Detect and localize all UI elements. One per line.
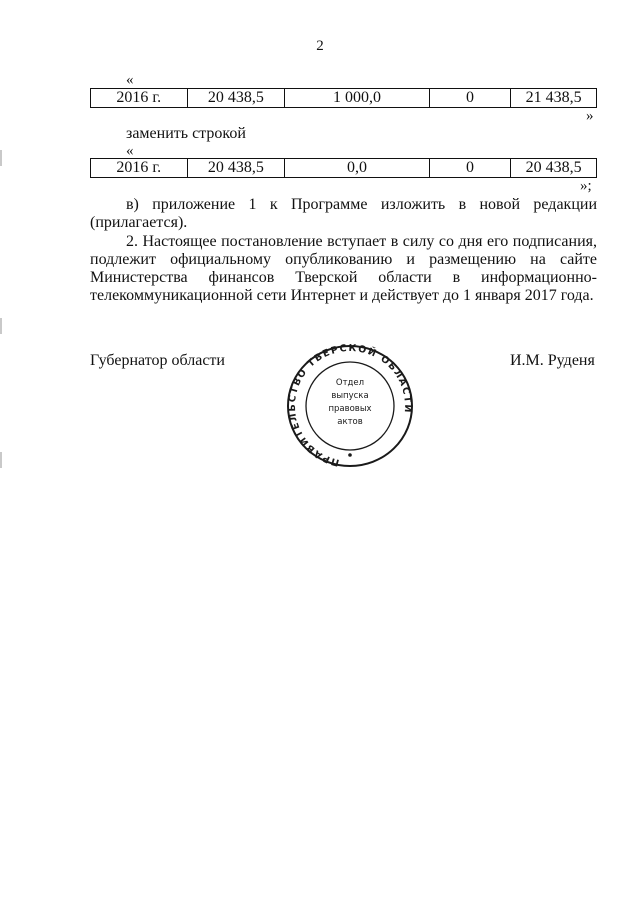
stamp-line-2: выпуска xyxy=(331,391,369,401)
official-stamp xyxy=(285,343,415,468)
quote-open-2: « xyxy=(126,143,134,159)
stamp-line-3: правовых xyxy=(328,404,372,414)
paragraph-2-line4: телекоммуникационной сети Интернет и действует до 1 января 2017 года. xyxy=(90,287,594,304)
cell-col3: 1 000,0 xyxy=(285,89,429,107)
cell-col3: 0,0 xyxy=(285,159,429,177)
cell-col2: 20 438,5 xyxy=(188,159,286,177)
replace-text: заменить строкой xyxy=(126,125,246,142)
signature-position: Губернатор области xyxy=(90,352,225,369)
cell-col5: 21 438,5 xyxy=(525,89,582,106)
margin-mark-1 xyxy=(0,150,2,166)
stamp-ring-text: ПРАВИТЕЛЬСТВО ТВЕРСКОЙ ОБЛАСТИ xyxy=(286,343,414,468)
cell-year: 2016 г. xyxy=(91,159,188,177)
page-number: 2 xyxy=(316,38,324,54)
stamp-star xyxy=(348,453,352,457)
cell-col2: 20 438,5 xyxy=(188,89,286,107)
cell-col4: 0 xyxy=(430,89,512,107)
signature-name: И.М. Руденя xyxy=(510,352,595,369)
stamp-line-4: актов xyxy=(337,417,363,427)
margin-mark-3 xyxy=(0,452,2,468)
paragraph-2-line3: Министерства финансов Тверской области в информационно- xyxy=(90,269,597,286)
table-row-new xyxy=(90,158,597,178)
quote-close-semicolon: »; xyxy=(580,178,592,194)
cell-col5: 20 438,5 xyxy=(525,159,582,176)
quote-open-1: « xyxy=(126,72,134,88)
stamp-line-1: Отдел xyxy=(335,378,365,388)
paragraph-v-line2: (прилагается). xyxy=(90,214,188,231)
cell-year: 2016 г. xyxy=(91,89,188,107)
quote-close-1: » xyxy=(586,108,594,124)
paragraph-v-line1: в) приложение 1 к Программе изложить в новой редакции xyxy=(126,196,597,213)
paragraph-2-line1: 2. Настоящее постановление вступает в силу со дня его подписания, xyxy=(126,233,597,250)
margin-mark-2 xyxy=(0,318,2,334)
cell-col4: 0 xyxy=(430,159,512,177)
table-row-old xyxy=(90,88,597,108)
paragraph-2-line2: подлежит официальному опубликованию и размещению на сайте xyxy=(90,251,597,268)
